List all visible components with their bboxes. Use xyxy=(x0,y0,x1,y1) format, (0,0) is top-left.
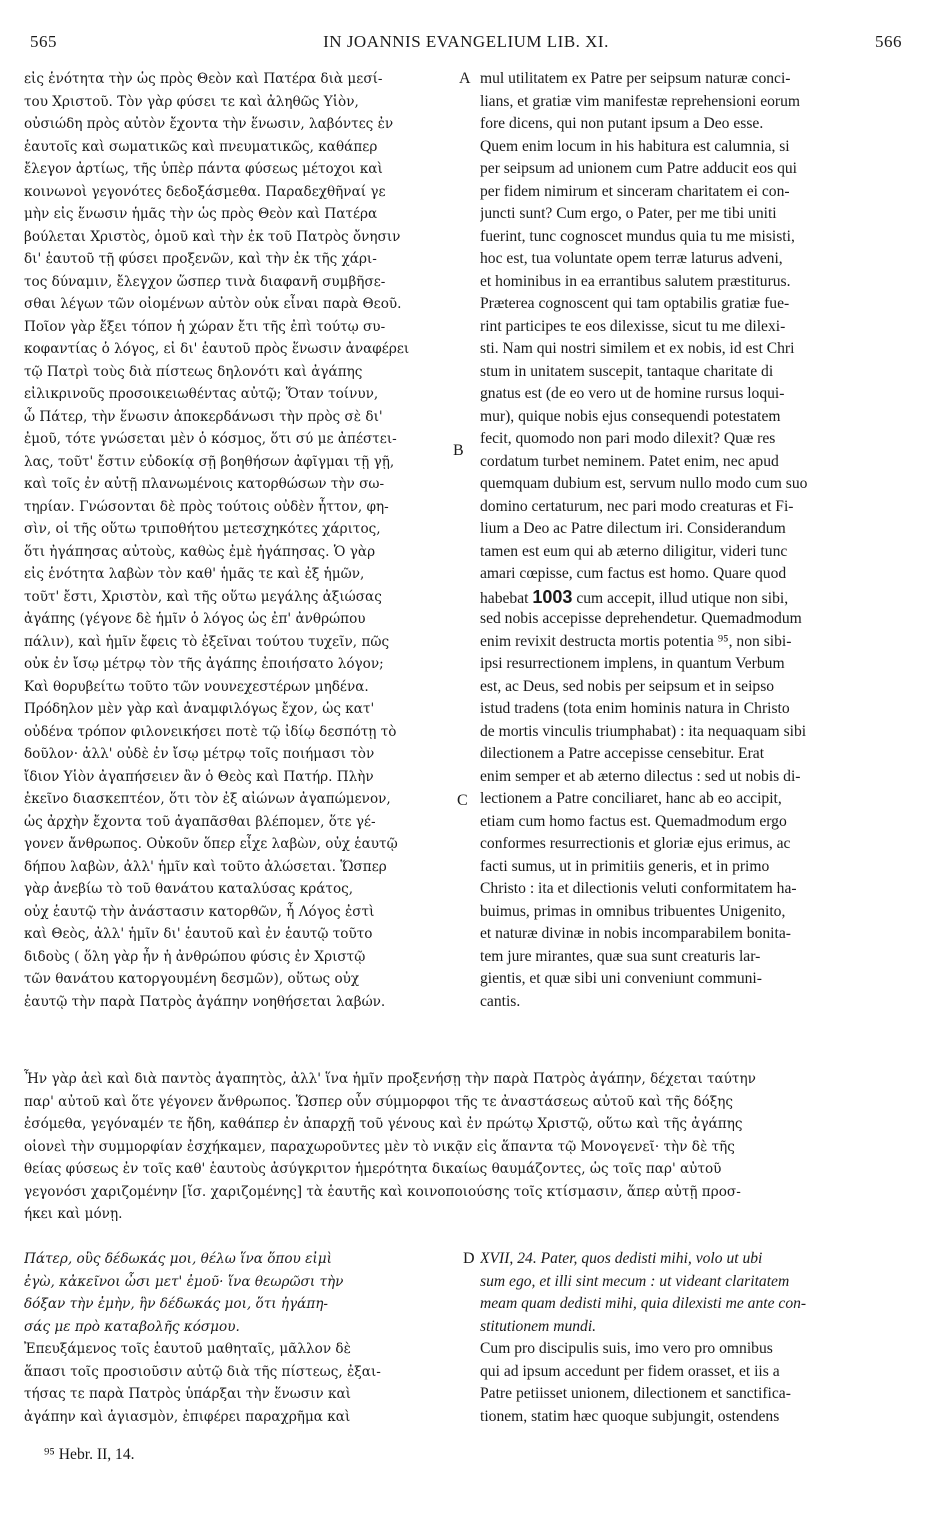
text-line: ἀγάπην καὶ ἁγιασμὸν, ἐπιφέρει παραχρῆμα καὶ xyxy=(24,1408,351,1425)
text-line: ήκει καὶ μόνῃ. xyxy=(24,1206,123,1222)
text-line: sed nobis accepisse deprehendetur. Quemadmodum xyxy=(480,610,802,627)
page-number-right: 566 xyxy=(875,32,902,51)
footnote: ⁹⁵ Hebr. II, 14. xyxy=(44,1446,135,1463)
text-line: δήπου λαβὼν, ἀλλ' ἡμῖν καὶ τοῦτο ἀλώσεται. Ὥσπερ xyxy=(24,858,387,875)
text-line: etiam cum homo factus est. Quemadmodum ergo xyxy=(480,812,787,830)
text-line: est, ac Deus, sed nobis per seipsum et in seipso xyxy=(480,677,775,695)
greek-column-top xyxy=(24,68,464,1013)
text-line: μὴν εἰς ἕνωσιν ἡμᾶς τὴν ὡς πρὸς Θεὸν καὶ Πατέρα xyxy=(24,206,378,222)
text-line: Christo : ita et dilectionis veluti conformitatem ha- xyxy=(480,880,797,897)
text-line: fore dicens, qui non putant ipsum a Deo esse. xyxy=(480,115,764,132)
section-marker-b: B xyxy=(453,442,464,459)
text-line: δοῦλον· ἀλλ' οὐδὲ ἐν ἴσῳ μέτρῳ τοῖς ποιήμασι τὸν xyxy=(24,746,375,762)
text-line: ἴδιον Υἱὸν ἀγαπήσειεν ἂν ὁ Θεὸς καὶ Πατήρ. Πλὴν xyxy=(24,768,374,785)
text-line: Πρόδηλον μὲν γὰρ καὶ ἀναμφιλόγως ἔχον, ὡς κατ' xyxy=(24,701,375,717)
text-line: γεγονόσι χαριζομένην [ἴσ. χαριζομένης] τὰ ἑαυτῆς καὶ κοινοποιούσης τοῖς κτίσμασιν, ἅπερ αὐτῇ προσ- xyxy=(24,1183,741,1200)
text-line: τος δύναμιν, ἔλεγχον ὥσπερ τινὰ διαφανῆ συμβῆσε- xyxy=(24,273,386,290)
text-line: οὐκ ἐν ἴσῳ μέτρῳ τὸν τῆς ἀγάπης ἐποιήσατο λόγον; xyxy=(24,656,384,672)
text-line: Patre petiisset unionem, dilectionem et sanctifica- xyxy=(480,1385,791,1402)
text-line: γονεν ἄνθρωπος. Οὐκοῦν ὅπερ εἶχε λαβὼν, οὐχ ἑαυτῷ xyxy=(24,836,398,852)
text-line: Præterea cognoscent qui tam optabilis gratiæ fue- xyxy=(480,295,790,312)
text-line: lians, et gratiæ vim manifestæ reprehensioni eorum xyxy=(480,92,801,110)
text-line: πάλιν), καὶ ἡμῖν ἔφεις τὸ ἐξεῖναι τούτου τυχεῖν, πῶς xyxy=(24,633,390,650)
column-number: 1003 xyxy=(532,586,573,607)
text-line: quemquam dubium est, servum nullo modo cum suo xyxy=(480,475,808,492)
page-header xyxy=(30,32,902,56)
text-line: lium a Deo ac Patre dilectum iri. Considerandum xyxy=(480,520,786,537)
text-line: τῶν θανάτου κατοργουμένη δεσμῶν), οὕτως οὐχ xyxy=(24,971,360,987)
text-line: domino certaturum, nec pari modo creaturas et Fi- xyxy=(480,497,794,515)
text-line: enim revixit destructa mortis potentia ⁹⁵, non sibi- xyxy=(480,632,792,650)
text-line: Ἐπευξάμενος τοῖς ἑαυτοῦ μαθηταῖς, μᾶλλον δὲ xyxy=(24,1341,351,1357)
text-line: οἱονεὶ τὴν συμμορφίαν ἐσχήκαμεν, παραχωροῦντες μὲν τὸ νικᾷν εἰς ἅπαντα τῷ Μονογενεῖ· τὴν δὲ τῆς xyxy=(24,1138,735,1155)
text-line: conformes resurrectionis et gloriæ ejus erimus, ac xyxy=(480,835,791,852)
text-line: mur), quique nobis ejus consequendi potestatem xyxy=(480,407,781,425)
text-line: de mortis vinculis triumphabat) : ita nequaquam sibi xyxy=(480,722,807,740)
text-line: σὶν, οἱ τῆς οὕτω τριποθήτου μετεσχηκότες χάριτος, xyxy=(24,521,381,537)
text-line: τήσας τε παρὰ Πατρὸς ὑπάρξαι τὴν ἕνωσιν καὶ xyxy=(24,1386,351,1402)
text-line: ἑαυτῷ τὴν παρὰ Πατρὸς ἀγάπην νοηθήσεται λαβών. xyxy=(24,993,386,1010)
text-line: ὡς ἀρχὴν ἔχοντα τοῦ ἀγαπᾶσθαι βλέπομεν, ὅτε γέ- xyxy=(24,813,376,830)
text-line: ἔλεγον ἀρτίως, τῆς ὑπὲρ πάντα φύσεως μέτοχοι καὶ xyxy=(24,161,383,177)
latin-column-top xyxy=(480,68,904,1013)
text-line: ἐμοῦ, τότε γνώσεται μὲν ὁ κόσμος, ὅτι σύ με ἀπέστει- xyxy=(24,431,397,447)
section-marker-d: D xyxy=(463,1250,475,1267)
text-line: ipsi resurrectionem implens, in quantum Verbum xyxy=(480,655,785,672)
text-line: ἐκεῖνο διασκεπτέον, ὅτι τὸν ἐξ αἰώνων ἀγαπώμενον, xyxy=(24,791,391,807)
text-line: διδοὺς ( ὅλη γὰρ ἦν ἡ ἀνθρώπου φύσις ἐν Χριστῷ xyxy=(24,948,366,965)
text-line: facti sumus, ut in primitiis generis, et in primo xyxy=(480,857,770,875)
text-line: Cum pro discipulis suis, imo vero pro omnibus xyxy=(480,1340,773,1357)
text-line: ἐσόμεθα, γεγόναμέν τε ἤδη, καθάπερ ἐν ἀπαρχῇ τοῦ γένους καὶ ἐν πρώτῳ Χριστῷ, οὕτω καὶ τῆς ἀγάπης xyxy=(24,1116,743,1132)
section-marker-a: A xyxy=(459,70,471,87)
text-line: ἑαυτοῖς καὶ σωματικῶς καὶ πνευματικῶς, καθάπερ xyxy=(24,138,378,155)
text-line: mul utilitatem ex Patre per seipsum naturæ conci- xyxy=(480,70,791,87)
text-line: γὰρ ἀνεβίω τὸ τοῦ θανάτου καταλύσας κράτος, xyxy=(24,881,354,897)
text-line: habebat 1003 cum accepit, illud utique non sibi, xyxy=(480,586,789,607)
text-line: δόξαν τὴν ἐμὴν, ἣν δέδωκάς μοι, ὅτι ἠγάπη- xyxy=(24,1296,329,1312)
text-line: λας, τοῦτ' ἔστιν εὐδοκίᾳ σῇ βοηθήσων ἀφῖγμαι τῇ γῇ, xyxy=(24,453,395,470)
text-line: βούλεται Χριστὸς, ὁμοῦ καὶ τὴν ἐκ τοῦ Πατρὸς ὄνησιν xyxy=(24,228,401,245)
text-line: καὶ τοῖς ἐν αὐτῇ πλανωμένοις κατορθώσων τὴν σω- xyxy=(24,476,385,492)
greek-column-bottom xyxy=(24,1248,464,1428)
text-line: εἰς ἑνότητα λαβὼν τὸν καθ' ἡμᾶς τε καὶ ἐξ ἡμῶν, xyxy=(24,566,365,582)
text-line: fecit, quomodo non pari modo dilexit? Quæ res xyxy=(480,430,776,447)
text-line: lectionem a Patre conciliaret, hanc ab eo accipit, xyxy=(480,790,782,807)
text-line: per fidem nimirum et sinceram charitatem ei con- xyxy=(480,182,790,200)
text-line: ὦ Πάτερ, τὴν ἕνωσιν ἀποκερδάνωσι τὴν πρὸς σὲ δι' xyxy=(24,408,383,425)
text-line: tamen est eum qui ab æterno diligitur, videri tunc xyxy=(480,542,788,560)
text-line: δι' ἑαυτοῦ τῇ φύσει προξενῶν, καὶ τὴν ἐκ τῆς χάρι- xyxy=(24,251,377,267)
section-marker-c: C xyxy=(457,792,468,809)
text-line: Πάτερ, οὓς δέδωκάς μοι, θέλω ἵνα ὅπου εἰμὶ xyxy=(24,1251,332,1267)
text-line: καὶ Θεὸς, ἀλλ' ἡμῖν δι' ἑαυτοῦ καὶ ἐν ἑαυτῷ τοῦτο xyxy=(24,926,373,942)
text-line: Quem enim locum in his habitura est calumnia, si xyxy=(480,137,790,155)
latin-column-bottom xyxy=(480,1248,904,1428)
text-line: του Χριστοῦ. Τὸν γὰρ φύσει τε καὶ ἀληθῶς Υἱὸν, xyxy=(24,93,359,110)
text-line: εἰλικρινοῦς προσοικειωθέντας αὐτῷ; Ὅταν τοίνυν, xyxy=(24,386,379,402)
greek-fullwidth-paragraph xyxy=(24,1068,904,1226)
text-line: ὅτι ἠγάπησας αὐτοὺς, καθὼς ἐμὲ ἠγάπησας. Ὁ γὰρ xyxy=(24,543,376,560)
text-line: fuerint, tunc cognoscet mundus quia tu me misisti, xyxy=(480,227,795,245)
text-line: meam quam dedisti mihi, quia dilexisti me ante con- xyxy=(480,1295,807,1312)
text-line: εἰς ἑνότητα τὴν ὡς πρὸς Θεὸν καὶ Πατέρα διὰ μεσί- xyxy=(24,71,383,87)
text-line: stitutionem mundi. xyxy=(480,1317,597,1335)
text-line: cordatum turbet neminem. Patet enim, nec apud xyxy=(480,452,779,470)
text-line: Καὶ θορυβείτω τοῦτο τῶν νουνεχεστέρων μηδένα. xyxy=(24,678,369,695)
text-line: et hominibus in ea errantibus salutem præstiturus. xyxy=(480,272,791,290)
text-line: οὐχ ἑαυτῷ τὴν ἀνάστασιν κατορθῶν, ἦ Λόγος ἐστὶ xyxy=(24,903,375,920)
text-line: κοινωνοὶ γεγονότες δεδοξάσμεθα. Παραδεχθῆναί γε xyxy=(24,183,386,200)
text-line: παρ' αὐτοῦ καὶ ὅτε γέγονεν ἄνθρωπος. Ὥσπερ οὖν σύμμορφοι τῆς τε ἀναστάσεως αὐτοῦ καὶ τῆς δόξης xyxy=(24,1093,734,1110)
text-line: θείας φύσεως ἐν τοῖς καθ' ἑαυτοὺς ἀσύγκριτον ἡμερότητα δικαίως θαυμάζοντες, ὡς τοῖς παρ' αὐτοῦ xyxy=(24,1161,722,1177)
text-line: οὐδένα τρόπον φιλονεικήσει ποτὲ τῷ ἰδίῳ δεσπότῃ τὸ xyxy=(24,723,397,740)
text-line: dilectionem a Patre accepisse censebitur. Erat xyxy=(480,745,765,762)
text-line: τηρίαν. Γνώσονται δὲ πρὸς τούτοις οὐδὲν ἧττον, φη- xyxy=(24,498,389,515)
text-line: gnatus est (de eo vero ut de homine rursus loqui- xyxy=(480,385,785,402)
text-line: tionem, statim hæc quoque subjungit, ostendens xyxy=(480,1407,780,1425)
text-line: Ποῖον γὰρ ἔξει τόπον ἡ χώραν ἔτι τῆς ἐπὶ τούτῳ συ- xyxy=(24,318,386,335)
text-line: et naturæ divinæ in nobis incomparabilem bonita- xyxy=(480,925,791,942)
text-line: sti. Nam qui nostri similem et ex nobis, id est Chri xyxy=(480,340,795,357)
text-line: οὐσιώδη πρὸς αὐτὸν ἔχοντα τὴν ἕνωσιν, λαβόντες ἐν xyxy=(24,116,394,132)
text-line: sum ego, et illi sint mecum : ut videant claritatem xyxy=(480,1272,790,1290)
text-line: tem jure mirantes, quæ sua sunt creaturis lar- xyxy=(480,947,761,965)
text-line: amari cœpisse, cum factus est homo. Quare quod xyxy=(480,565,787,582)
text-line: τῷ Πατρὶ τοὺς διὰ πίστεως δηλονότι καὶ ἀγάπης xyxy=(24,363,363,380)
text-line: ἐγὼ, κἀκεῖνοι ὦσι μετ' ἐμοῦ· ἵνα θεωρῶσι τὴν xyxy=(24,1273,344,1290)
text-line: enim semper et ab æterno dilectus : sed ut nobis di- xyxy=(480,767,801,785)
text-line: ἀγάπης (γέγονε δὲ ἡμῖν ὁ λόγος ὡς ἐπ' ἀνθρώπου xyxy=(24,611,366,627)
text-line: istud tradens (tota enim hominis natura in Christo xyxy=(480,700,790,717)
text-line: stum in unitatem suscepit, tantaque charitate di xyxy=(480,362,774,380)
text-line: XVII, 24. Pater, quos dedisti mihi, volo ut ubi xyxy=(480,1250,763,1267)
page-number-left: 565 xyxy=(30,32,57,51)
text-line: τοῦτ' ἔστι, Χριστὸν, καὶ τῆς οὕτω μεγάλης ἀξιώσας xyxy=(24,588,382,605)
text-line: juncti sunt? Cum ergo, o Pater, per me tibi uniti xyxy=(480,205,777,222)
text-line: σάς με πρὸ καταβολῆς κόσμου. xyxy=(24,1318,240,1335)
text-line: buimus, primas in omnibus tribuentes Unigenito, xyxy=(480,902,786,920)
text-line: per seipsum ad unionem cum Patre adducit eos qui xyxy=(480,160,797,177)
running-title: IN JOANNIS EVANGELIUM LIB. XI. xyxy=(323,32,609,51)
text-line: κοφαντίας ὁ λόγος, εἰ δι' ἑαυτοῦ πρὸς ἕνωσιν ἀναφέρει xyxy=(24,341,410,357)
text-line: gientis, et quæ sibi uni conveniunt communi- xyxy=(480,970,762,987)
text-line: hoc est, tua voluntate opem terræ laturus adveni, xyxy=(480,250,783,267)
text-line: σθαι λέγων τῶν οἰομένων αὐτὸν οὐκ εἶναι παρὰ Θεοῦ. xyxy=(24,296,402,312)
text-line: ἅπασι τοῖς προσιοῦσιν αὐτῷ διὰ τῆς πίστεως, ἐξαι- xyxy=(24,1363,381,1380)
text-line: cantis. xyxy=(480,992,521,1010)
text-line: Ἦν γὰρ ἀεὶ καὶ διὰ παντὸς ἀγαπητὸς, ἀλλ' ἵνα ἡμῖν προξενήσῃ τὴν παρὰ Πατρὸς ἀγάπην, δέχεται ταύτην xyxy=(24,1071,756,1087)
text-line: rint participes te eos dilexisse, sicut tu me dilexi- xyxy=(480,317,786,335)
text-line: qui ad ipsum accedunt per fidem orasset, et iis a xyxy=(480,1362,780,1380)
